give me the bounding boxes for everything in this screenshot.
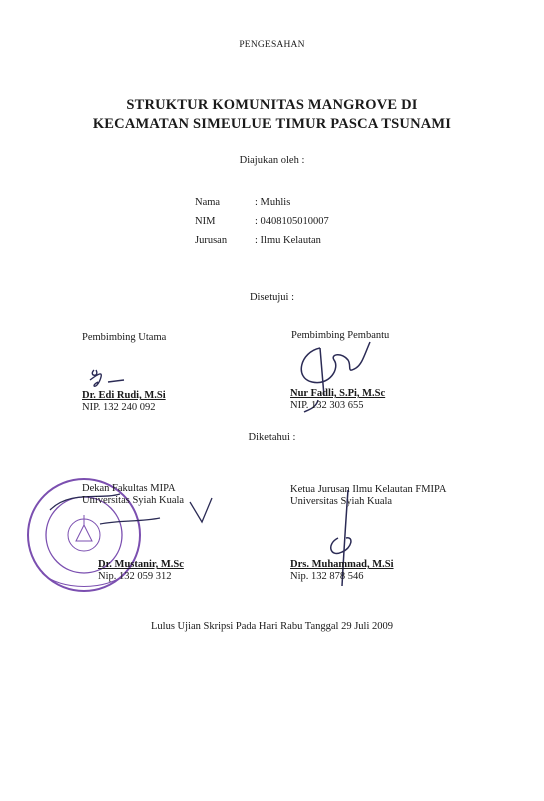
acknowledged-label: Diketahui : <box>248 432 296 443</box>
approved-label: Disetujui : <box>249 292 295 303</box>
supervisor-main-name: Dr. Edi Rudi, M.Si <box>82 390 166 401</box>
student-nim-value: : 0408105010007 <box>255 216 329 227</box>
supervisor-assistant-nip: NIP. 132 303 655 <box>290 400 364 411</box>
head-of-dept-name: Drs. Muhammad, M.Si <box>290 559 394 570</box>
head-of-dept-role-line1: Ketua Jurusan Ilmu Kelautan FMIPA <box>290 484 447 495</box>
thesis-title-line2: KECAMATAN SIMEULUE TIMUR PASCA TSUNAMI <box>92 116 452 132</box>
head-of-dept-nip: Nip. 132 878 546 <box>290 571 364 582</box>
student-department-label: Jurusan <box>195 235 228 246</box>
dean-role-line2: Universitas Syiah Kuala <box>82 495 185 506</box>
student-name-value: : Muhlis <box>255 197 291 208</box>
submitted-by-label: Diajukan oleh : <box>239 155 305 166</box>
student-department-value: : Ilmu Kelautan <box>255 235 321 246</box>
thesis-title-line1: STRUKTUR KOMUNITAS MANGROVE DI <box>126 97 418 113</box>
dean-role-line1: Dekan Fakultas MIPA <box>82 483 176 494</box>
head-of-dept-role-line2: Universitas Syiah Kuala <box>290 496 393 507</box>
page-header: PENGESAHAN <box>239 40 305 50</box>
supervisor-main-nip: NIP. 132 240 092 <box>82 402 156 413</box>
student-nim-label: NIM <box>195 216 216 227</box>
supervisor-main-role: Pembimbing Utama <box>82 332 167 343</box>
supervisor-assistant-name: Nur Fadli, S.Pi, M.Sc <box>290 388 386 399</box>
student-name-label: Nama <box>195 197 221 208</box>
dean-name: Dr. Mustanir, M.Sc <box>98 559 184 570</box>
dean-nip: Nip. 132 059 312 <box>98 571 172 582</box>
supervisor-assistant-role: Pembimbing Pembantu <box>291 330 390 341</box>
exam-pass-statement: Lulus Ujian Skripsi Pada Hari Rabu Tanggal 29 Juli 2009 <box>150 621 393 632</box>
